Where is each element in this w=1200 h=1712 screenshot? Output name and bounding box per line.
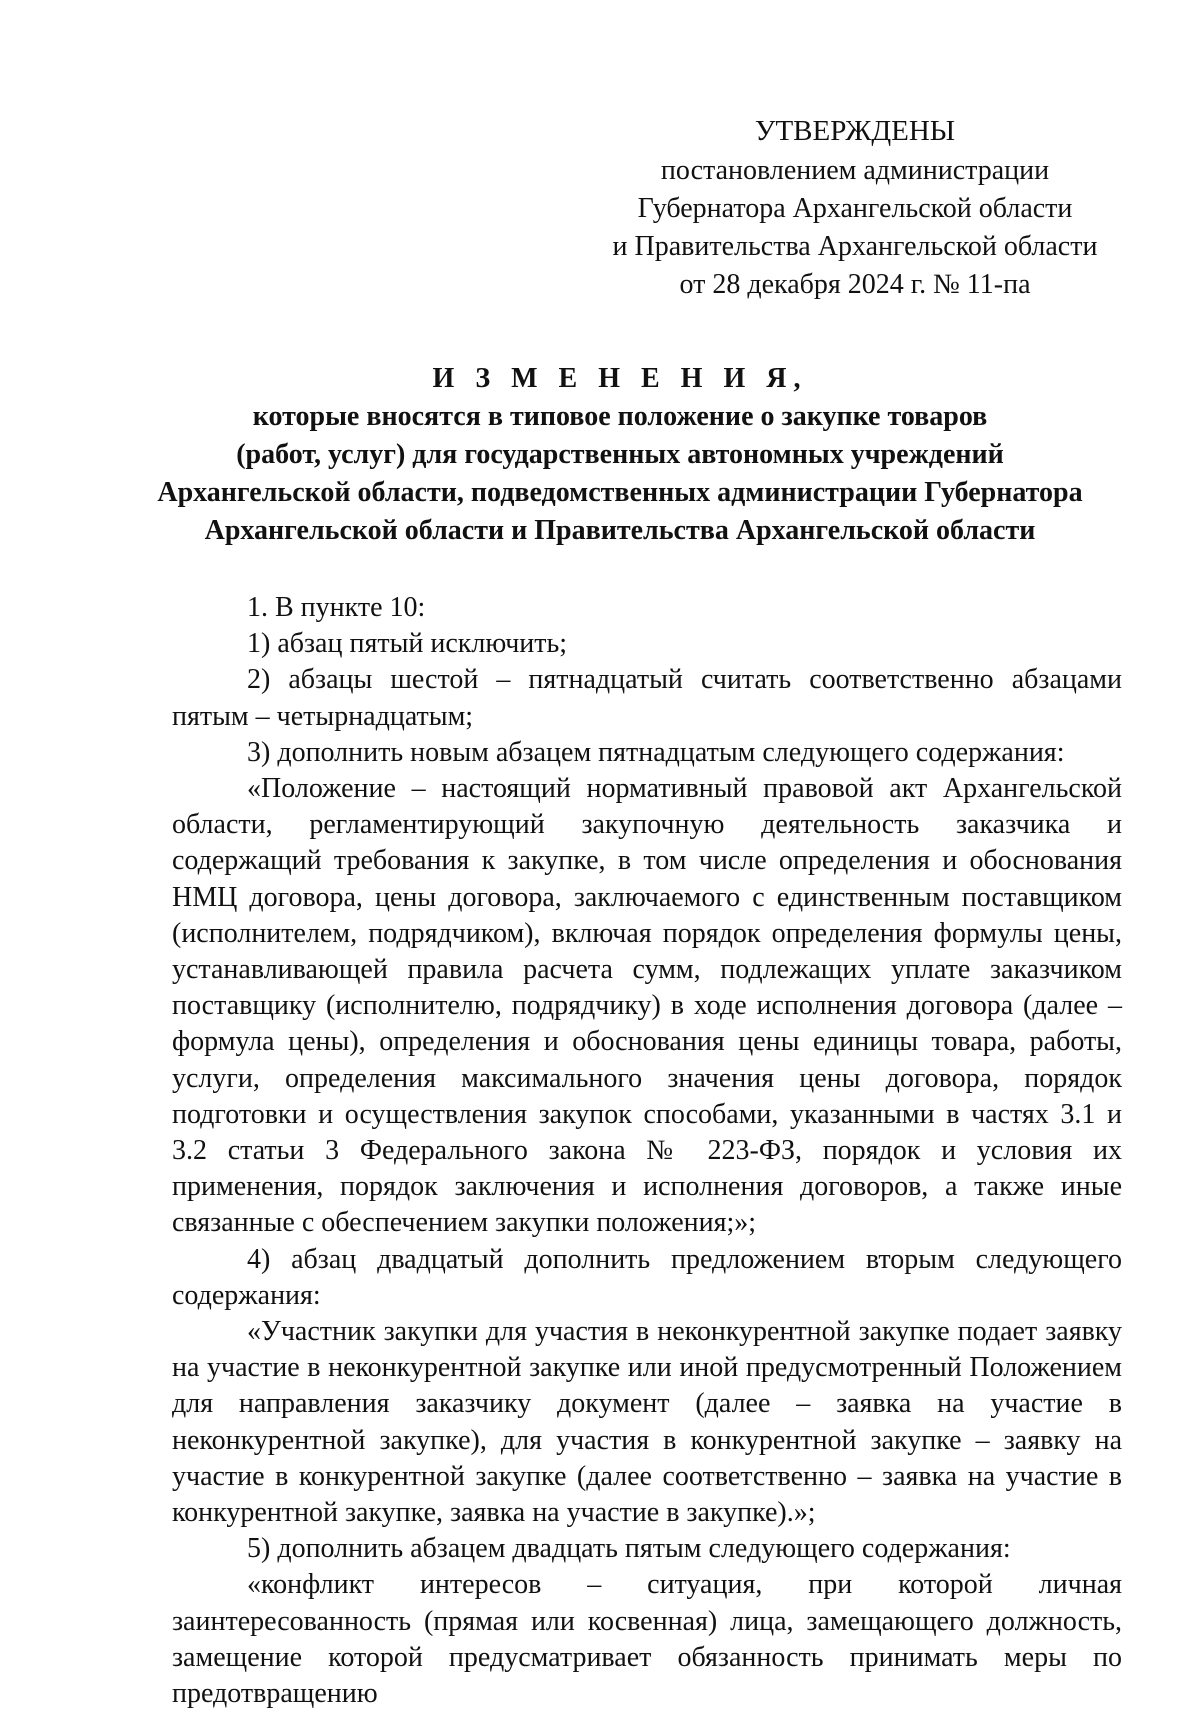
- document-subtitle-line-2: (работ, услуг) для государственных автономных учреждений: [236, 439, 1004, 470]
- document-body: [172, 590, 1122, 1712]
- approval-line-2: Губернатора Архангельской области: [637, 193, 1073, 224]
- paragraph-subitem-1: 1) абзац пятый исключить;: [247, 628, 568, 660]
- document-subtitle-line-1: которые вносятся в типовое положение о закупке товаров: [252, 401, 988, 432]
- document-title: И З М Е Н Е Н И Я,: [432, 363, 808, 394]
- document-subtitle-line-3: Архангельской области, подведомственных администрации Губернатора: [157, 477, 1083, 508]
- approval-stamp-block: [600, 112, 1110, 304]
- approval-line-4: от 28 декабря 2024 г. № 11-па: [679, 269, 1031, 300]
- paragraph-item-1: 1. В пункте 10:: [247, 592, 426, 623]
- paragraph-subitem-3: 3) дополнить новым абзацем пятнадцатым следующего содержания:: [247, 736, 1065, 768]
- paragraph-quote-3: «конфликт интересов – ситуация, при которой личная заинтересованность (прямая или косвенная) лица, замещающего должность, замещение которой предусматривает обязанность принимать меры по предотвращению: [172, 1569, 1122, 1710]
- approval-line-1: постановлением администрации: [660, 155, 1050, 186]
- approval-heading: УТВЕРЖДЕНЫ: [754, 115, 956, 147]
- approval-line-3: и Правительства Архангельской области: [612, 231, 1098, 262]
- document-title-block: [140, 360, 1100, 550]
- paragraph-subitem-2: 2) абзацы шестой – пятнадцатый считать соответственно абзацами пятым – четырнадцатым;: [172, 664, 1122, 732]
- paragraph-subitem-4: 4) абзац двадцатый дополнить предложением вторым следующего содержания:: [172, 1243, 1122, 1311]
- paragraph-quote-1: «Положение – настоящий нормативный правовой акт Архангельской области, регламентирующий закупочную деятельность заказчика и содержащий требования к закупке, в том числе определения и обоснования НМЦ договора, цены договора, заключаемого с единственным поставщиком (исполнителем, подрядчиком), включая порядок определения формулы цены, устанавливающей правила расчета сумм, подлежащих уплате заказчиком поставщику (исполнителю, подрядчику) в ходе исполнения договора (далее – формула цены), определения и обоснования цены единицы товара, работы, услуги, определения максимального значения цены договора, порядок подготовки и осуществления закупок способами, указанными в частях 3.1 и 3.2 статьи 3 Федерального закона № 223-ФЗ, порядок и условия их применения, порядок заключения и исполнения договоров, а также иные связанные с обеспечением закупки положения;»;: [172, 773, 1122, 1239]
- document-subtitle-line-4: Архангельской области и Правительства Архангельской области: [204, 515, 1036, 546]
- paragraph-quote-2: «Участник закупки для участия в неконкурентной закупке подает заявку на участие в неконкурентной закупке или иной предусмотренный Положением для направления заказчику документ (далее – заявка на участие в неконкурентной закупке), для участия в конкурентной закупке – заявку на участие в конкурентной закупке (далее соответственно – заявка на участие в конкурентной закупке, заявка на участие в закупке).»;: [172, 1316, 1122, 1529]
- paragraph-subitem-5: 5) дополнить абзацем двадцать пятым следующего содержания:: [247, 1533, 1011, 1565]
